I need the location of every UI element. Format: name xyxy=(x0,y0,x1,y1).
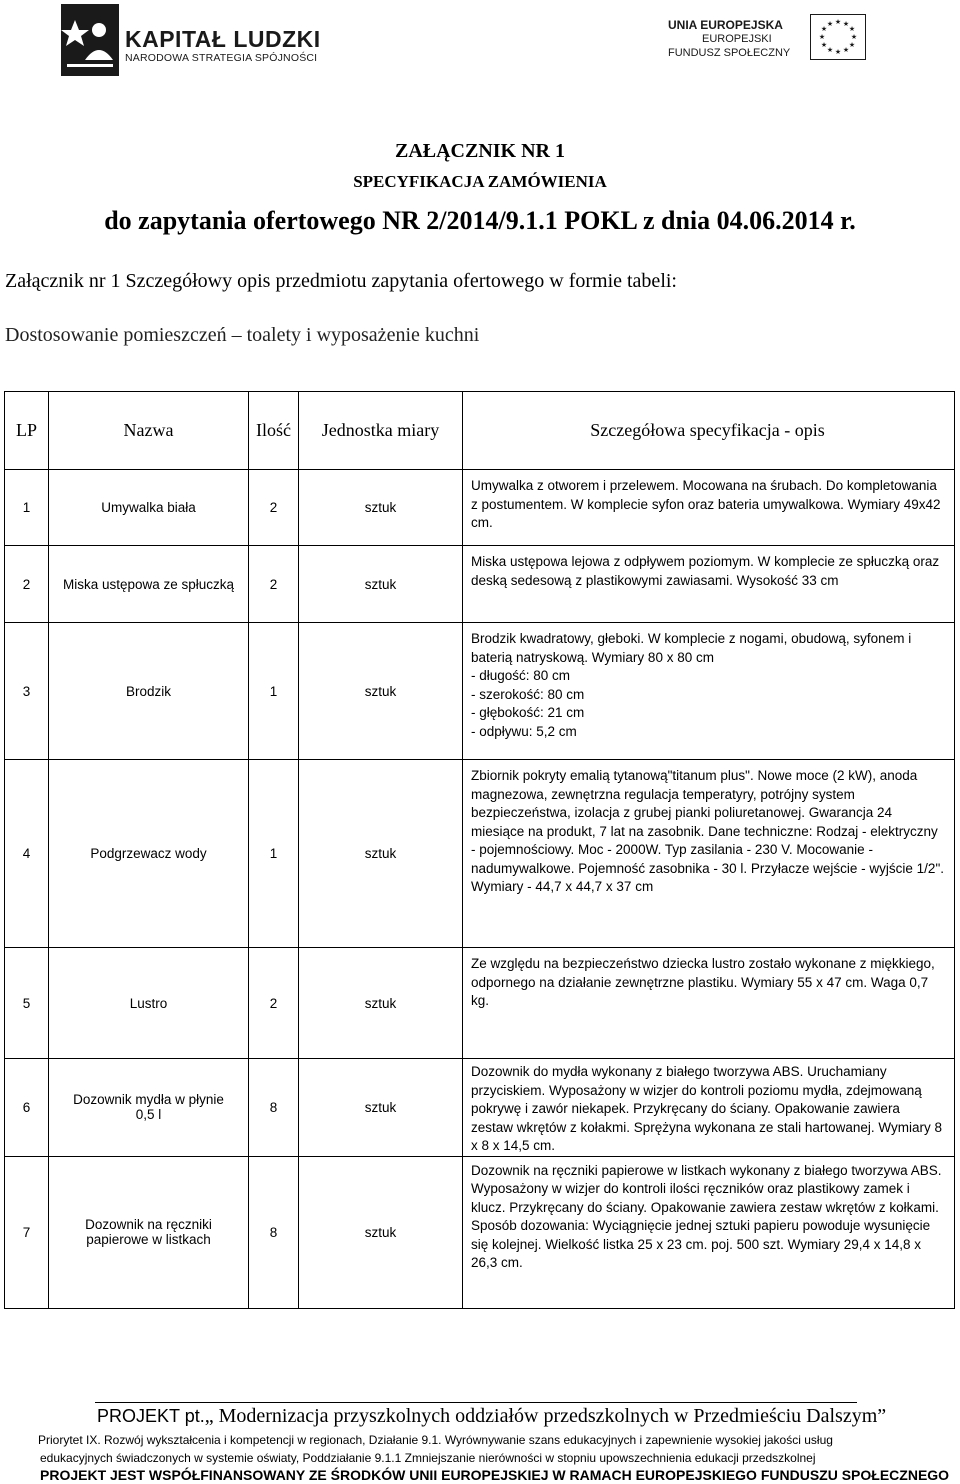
cell-lp: 3 xyxy=(5,623,49,760)
eu-logo-line3: FUNDUSZ SPOŁECZNY xyxy=(668,47,791,59)
cell-unit: sztuk xyxy=(299,948,463,1059)
header-lp: LP xyxy=(5,392,49,470)
cell-lp: 5 xyxy=(5,948,49,1059)
eu-logo-line2: EUROPEJSKI xyxy=(702,33,772,45)
cell-name: Brodzik xyxy=(49,623,249,760)
annex-title: ZAŁĄCZNIK NR 1 xyxy=(394,140,566,162)
header-unit: Jednostka miary xyxy=(299,392,463,470)
cell-lp: 7 xyxy=(5,1156,49,1308)
table-header-row xyxy=(5,392,955,470)
svg-text:★: ★ xyxy=(850,33,858,41)
svg-text:★: ★ xyxy=(848,41,856,49)
cell-spec xyxy=(463,546,955,623)
cell-qty: 8 xyxy=(249,1059,299,1157)
spec-text: Ze względu na bezpieczeństwo dziecka lustro zostało wykonane z miękkiego, odpornego na działanie zewnętrzne plastiku. Wymiary 55 x 47 cm. Waga 0,7 kg. xyxy=(471,956,935,1008)
cell-qty: 2 xyxy=(249,470,299,546)
cell-spec xyxy=(463,1059,955,1157)
spec-text: Zbiornik pokryty emalią tytanową"titanum plus". Nowe moce (2 kW), anoda magnezowa, zewnętrzna regulacja temperatyry, potrójny system bezpieczeństwa, izolacja z grubej pianki poliuretanowej. Gwarancja 24 miesiące na produkt, 7 lat na zasobnik. Dane techniczne: Rodzaj - elektryczny - pojemnościowy. Moc - 2000W. Typ zasilania - 230 V. Mocowanie - nadumywalkowe. Pojemność zasobnika - 30 l. Przyłacze wejście - wyjście 1/2". Wymiary - 44,7 x 44,7 x 37 cm xyxy=(471,768,944,894)
section-subtitle: Dostosowanie pomieszczeń – toalety i wyposażenie kuchni xyxy=(5,324,480,346)
table-row xyxy=(5,760,955,948)
svg-text:★: ★ xyxy=(834,18,842,26)
cell-name: Podgrzewacz wody xyxy=(49,760,249,948)
svg-text:★: ★ xyxy=(842,20,850,28)
cell-unit: sztuk xyxy=(299,470,463,546)
kapital-ludzki-title: KAPITAŁ LUDZKI xyxy=(125,26,321,52)
cell-spec xyxy=(463,623,955,760)
cell-qty: 1 xyxy=(249,760,299,948)
kapital-ludzki-emblem-icon xyxy=(55,0,127,80)
table-row xyxy=(5,1059,955,1157)
cell-name: Umywalka biała xyxy=(49,470,249,546)
table-row xyxy=(5,546,955,623)
eu-logo xyxy=(668,14,908,64)
inquiry-title: do zapytania ofertowego NR 2/2014/9.1.1 POKL z dnia 04.06.2014 r. xyxy=(104,206,856,235)
spec-text: Brodzik kwadratowy, głeboki. W komplecie z nogami, obudową, syfonem i baterią natryskową. Wymiary 80 x 80 cm - długość: 80 cm - szerokość: 80 cm - głębokość: 21 cm - odpływu: 5,2 cm xyxy=(471,631,912,739)
cell-spec xyxy=(463,948,955,1059)
cell-lp: 6 xyxy=(5,1059,49,1157)
eu-flag-icon xyxy=(810,14,866,60)
footer-project-title xyxy=(97,1405,886,1428)
cell-qty: 8 xyxy=(249,1156,299,1308)
svg-text:★: ★ xyxy=(818,33,826,41)
cell-qty: 2 xyxy=(249,546,299,623)
order-spec-title: SPECYFIKACJA ZAMÓWIENIA xyxy=(353,172,607,191)
cell-qty: 2 xyxy=(249,948,299,1059)
cell-unit: sztuk xyxy=(299,1156,463,1308)
footer-project-name: „ Modernizacja przyszkolnych oddziałów przedszkolnych w Przedmieściu Dalszym” xyxy=(204,1405,887,1427)
table-row xyxy=(5,623,955,760)
cell-lp: 2 xyxy=(5,546,49,623)
svg-text:★: ★ xyxy=(820,41,828,49)
eu-logo-line1: UNIA EUROPEJSKA xyxy=(668,18,783,32)
cell-spec xyxy=(463,760,955,948)
table-row xyxy=(5,470,955,546)
footer-divider xyxy=(95,1402,857,1403)
cell-unit: sztuk xyxy=(299,623,463,760)
spec-text: Dozownik do mydła wykonany z białego tworzywa ABS. Uruchamiany przyciskiem. Wyposażony w wizjer do kontroli poziomu mydła, zdejmowaną pokrywę i zawór niekapek. Przykręcany do ściany. Opakowanie zawiera zestaw wkrętów z kołakmi. Sprężyna wykonana ze stali hartowanej. Wymiary 8 x 8 x 14,5 cm. xyxy=(471,1064,943,1153)
cell-qty: 1 xyxy=(249,623,299,760)
svg-text:★: ★ xyxy=(842,46,850,54)
svg-text:★: ★ xyxy=(848,25,856,33)
specification-table xyxy=(4,391,955,1309)
table-row xyxy=(5,948,955,1059)
kapital-ludzki-subtitle: NARODOWA STRATEGIA SPÓJNOŚCI xyxy=(125,52,318,64)
cell-name: Dozownik na ręczniki papierowe w listkach xyxy=(49,1156,249,1308)
cell-spec xyxy=(463,470,955,546)
header-name: Nazwa xyxy=(49,392,249,470)
cell-lp: 1 xyxy=(5,470,49,546)
table-row xyxy=(5,1156,955,1308)
svg-text:★: ★ xyxy=(826,20,834,28)
svg-text:★: ★ xyxy=(834,48,842,56)
cell-spec xyxy=(463,1156,955,1308)
spec-text: Miska ustępowa lejowa z odpływem poziomym. W komplecie ze spłuczką oraz deską sedesową z plastikowymi zawiasami. Wysokość 33 cm xyxy=(471,554,940,588)
cell-lp: 4 xyxy=(5,760,49,948)
cell-unit: sztuk xyxy=(299,760,463,948)
svg-text:★: ★ xyxy=(820,25,828,33)
footer-subaction-line: edukacyjnych świadczonych w systemie oświaty, Poddziałanie 9.1.1 Zmniejszanie nierówności w stopniu upowszechnienia edukacji przedszkolnej xyxy=(40,1451,816,1465)
header-spec: Szczegółowa specyfikacja - opis xyxy=(463,392,955,470)
cell-unit: sztuk xyxy=(299,1059,463,1157)
intro-text: Załącznik nr 1 Szczegółowy opis przedmiotu zapytania ofertowego w formie tabeli: xyxy=(5,270,677,292)
svg-text:★: ★ xyxy=(826,46,834,54)
cell-unit: sztuk xyxy=(299,546,463,623)
cell-name: Miska ustępowa ze spłuczką xyxy=(49,546,249,623)
header-qty: Ilość xyxy=(249,392,299,470)
spec-text: Dozownik na ręczniki papierowe w listkach wykonany z białego tworzywa ABS. Wyposażony w wizjer do kontroli ilości ręczników oraz plastikowy zamek i klucz. Przykręcany do ściany. Opakowanie zawiera zestaw wkrętów z kołkami. Sposób dozowania: Wyciągnięcie jednej sztuki papieru powoduje wysunięcie się kolejnej. Wielkość listka 25 x 23 cm. poj. 500 szt. Wymiary 29,4 x 14,8 x 26,3 cm. xyxy=(471,1162,942,1270)
kapital-ludzki-logo xyxy=(55,0,321,80)
footer-project-prefix: PROJEKT pt. xyxy=(97,1406,205,1426)
spec-text: Umywalka z otworem i przelewem. Mocowana na śrubach. Do kompletowania z postumentem. W komplecie syfon oraz bateria umywalkowa. Wymiary 49x42 cm. xyxy=(471,478,941,530)
cell-name: Dozownik mydła w płynie 0,5 l xyxy=(49,1059,249,1157)
footer-priority-line: Priorytet IX. Rozwój wykształcenia i kompetencji w regionach, Działanie 9.1. Wyrównywanie szans edukacyjnych i zapewnienie wysokiej jakości usług xyxy=(38,1433,833,1447)
footer-cofinancing-line: PROJEKT JEST WSPÓŁFINANSOWANY ZE ŚRODKÓW UNII EUROPEJSKIEJ W RAMACH EUROPEJSKIEGO FUNDUSZU SPOŁECZNEGO xyxy=(40,1467,950,1483)
cell-name: Lustro xyxy=(49,948,249,1059)
